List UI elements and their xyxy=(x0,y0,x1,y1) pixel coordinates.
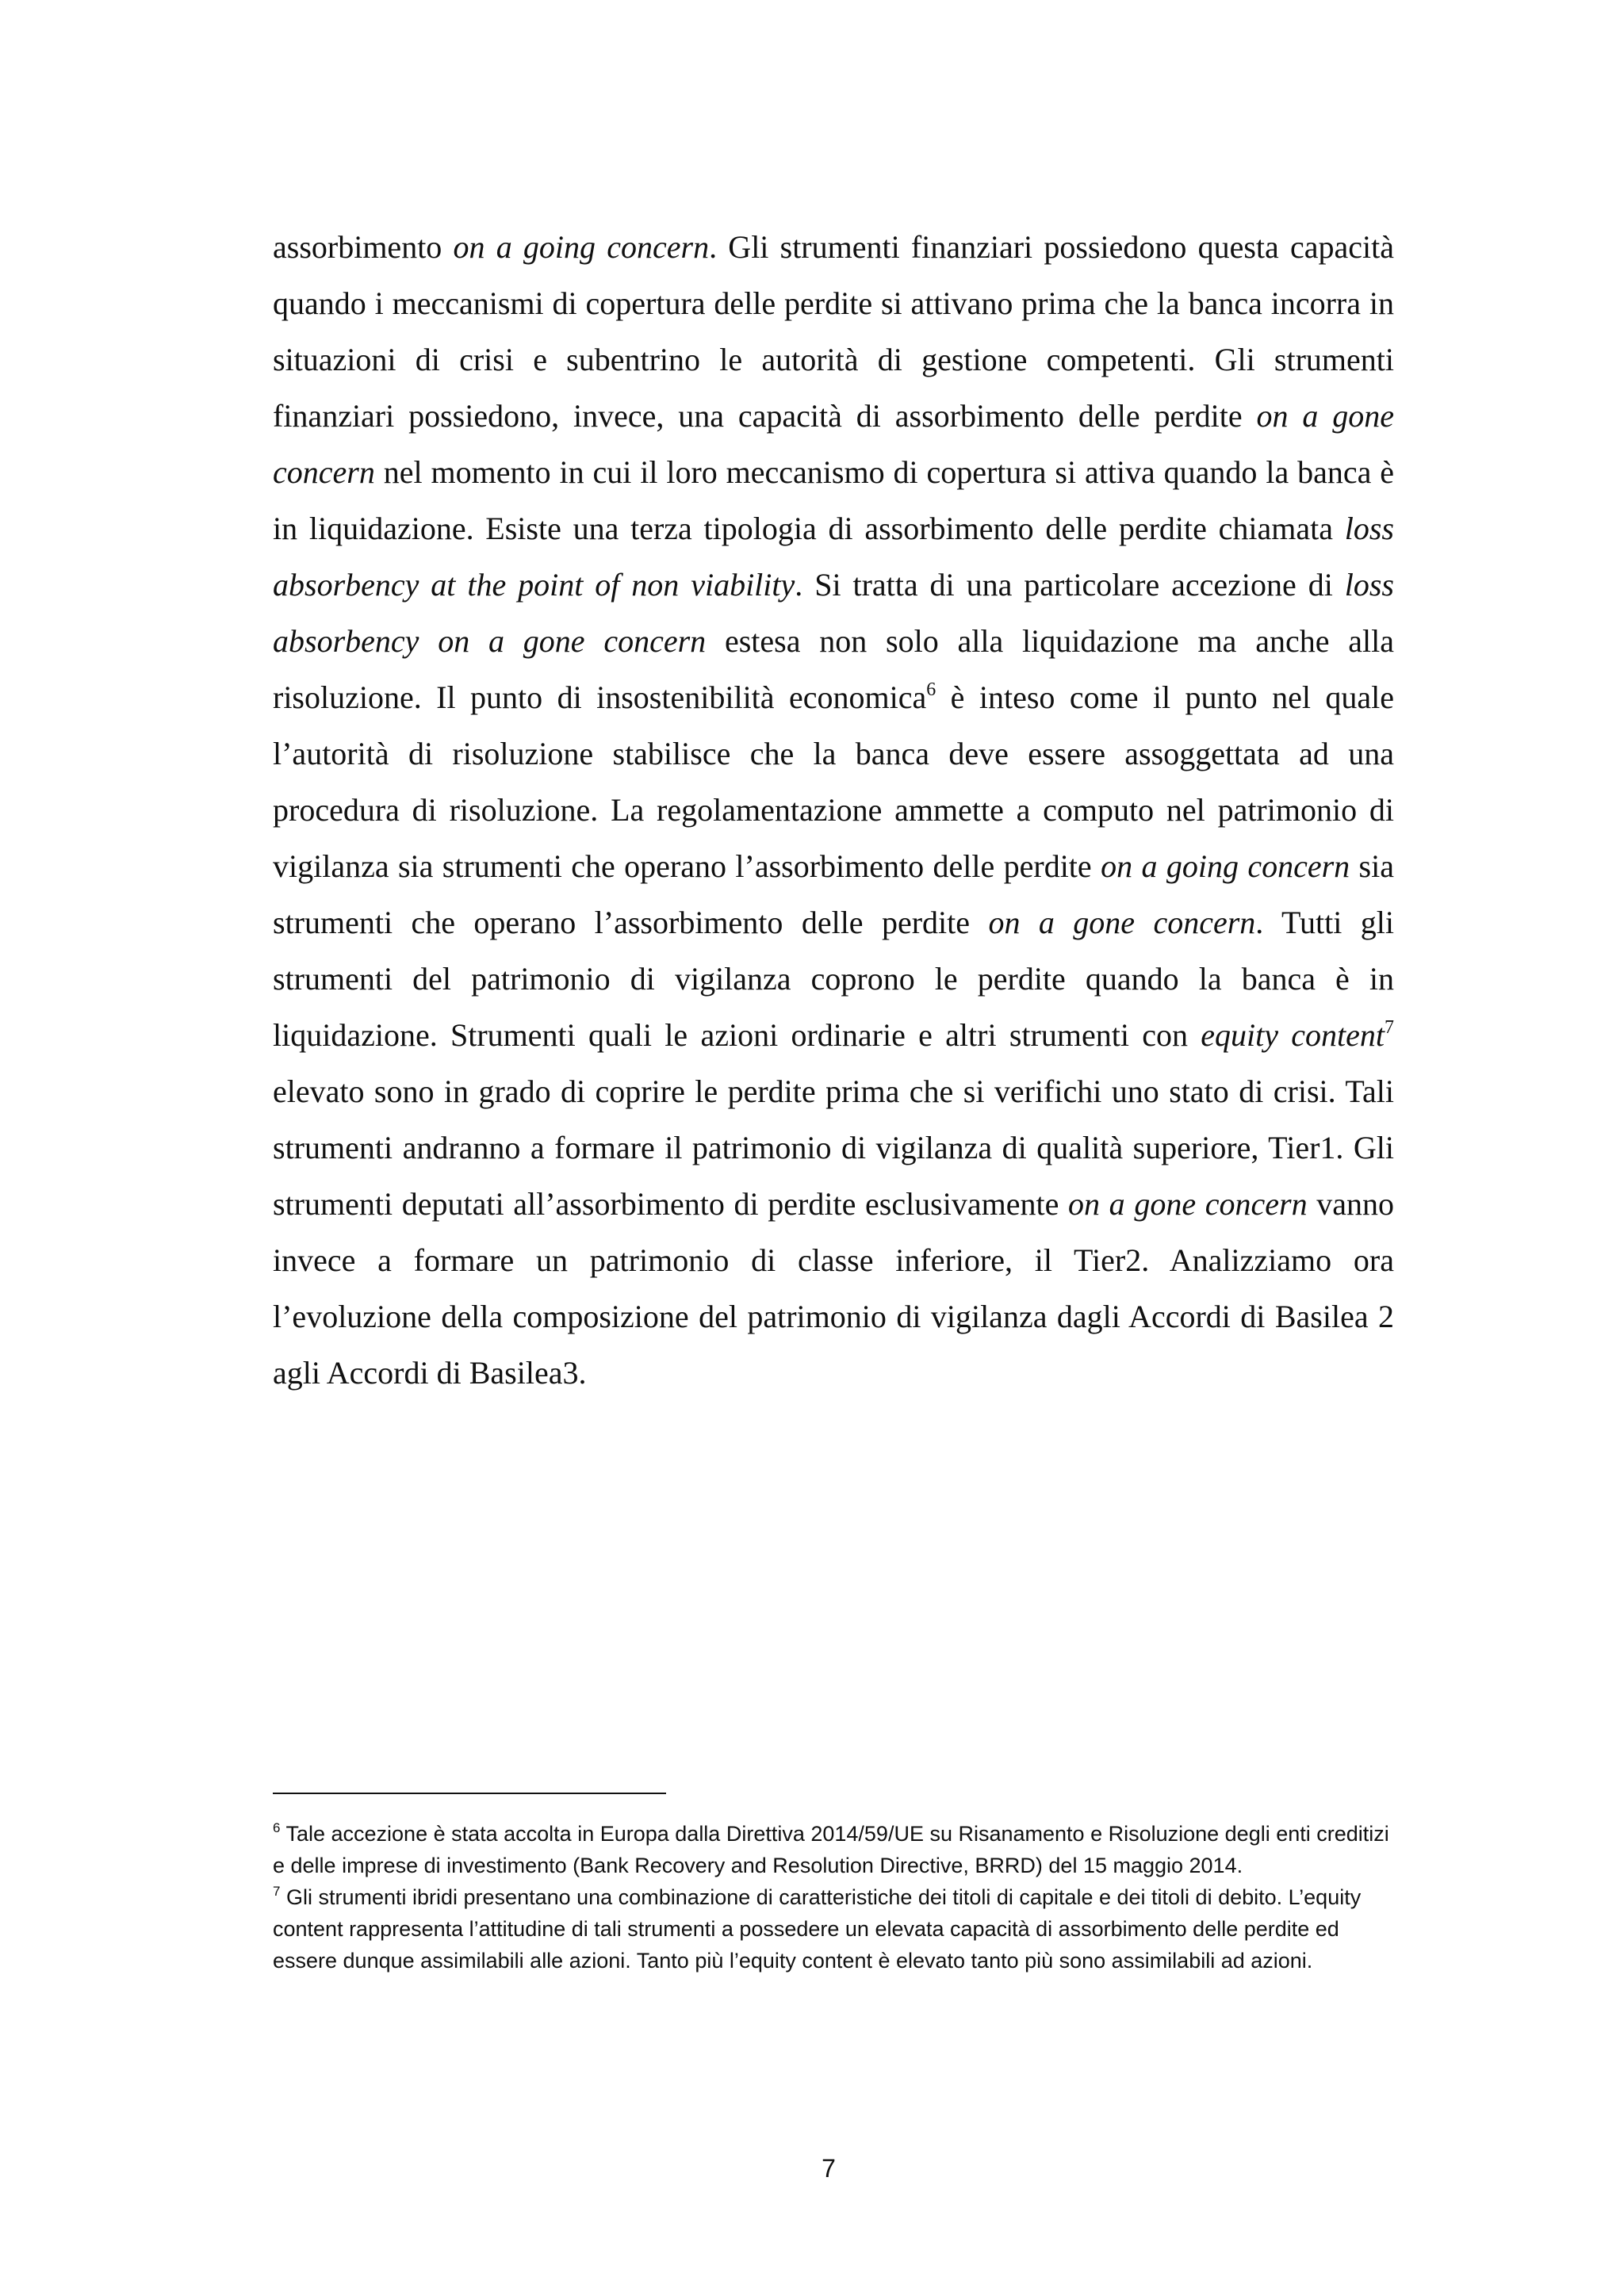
italic-term: on a gone concern xyxy=(988,905,1256,940)
footnote-number: 6 xyxy=(273,1820,281,1835)
footnote-text: Gli strumenti ibridi presentano una combinazione di caratteristiche dei titoli di capitale e dei titoli di debito. L’equity content rappresenta l’attitudine di tali strumenti a possedere un elevata capacità di assorbimento delle perdite ed essere dunque assimilabili alle azioni. Tanto più l’equity content è elevato tanto più sono assimilabili ad azioni. xyxy=(273,1885,1362,1973)
footnote-text: Tale accezione è stata accolta in Europa dalla Direttiva 2014/59/UE su Risanamento e Risoluzione degli enti creditizi e delle imprese di investimento (Bank Recovery and Resolution Directive, BRRD) del 15 maggio 2014. xyxy=(273,1822,1389,1877)
italic-term: on a gone concern xyxy=(1068,1186,1308,1222)
italic-term: on a going concern xyxy=(453,229,710,265)
footnote-7 xyxy=(273,1881,1394,1976)
text-run: . Si tratta di una particolare accezione di xyxy=(795,567,1345,603)
text-run: assorbimento xyxy=(273,229,454,265)
italic-term: on a gone concern xyxy=(273,398,1394,490)
text-run: vanno invece a formare un patrimonio di classe inferiore, il Tier2. Analizziamo ora l’evoluzione della composizione del patrimonio di vigilanza dagli Accordi di Basilea 2 agli Accordi di Basilea3. xyxy=(273,1186,1394,1391)
text-run: elevato sono in grado di coprire le perdite prima che si verifichi uno stato di crisi. Tali strumenti andranno a formare il patrimonio di vigilanza di qualità superiore, Tier1. Gli strumenti deputati all’assorbimento di perdite esclusivamente xyxy=(273,1073,1394,1222)
text-run: è inteso come il punto nel quale l’autorità di risoluzione stabilisce che la banca deve essere assoggettata ad una procedura di risoluzione. La regolamentazione ammette a computo nel patrimonio di vigilanza sia strumenti che operano l’assorbimento delle perdite xyxy=(273,679,1395,884)
body-paragraph xyxy=(273,219,1394,1401)
footnote-6 xyxy=(273,1818,1394,1881)
footnotes xyxy=(273,1818,1394,1976)
text-run: . Tutti gli strumenti del patrimonio di vigilanza coprono le perdite quando la banca è in liquidazione. Strumenti quali le azioni ordinarie e altri strumenti con xyxy=(273,905,1395,1053)
paragraph-text xyxy=(273,219,1394,1401)
italic-term: on a going concern xyxy=(1101,848,1350,884)
italic-term: loss absorbency on a gone concern xyxy=(273,567,1394,659)
text-run: estesa non solo alla liquidazione ma anche alla risoluzione. Il punto di insostenibilità economica xyxy=(273,623,1394,715)
italic-term: loss absorbency at the point of non viability xyxy=(273,511,1394,603)
page-number: 7 xyxy=(822,2154,836,2183)
footnote-number: 7 xyxy=(273,1884,281,1899)
text-run: . Gli strumenti finanziari possiedono questa capacità quando i meccanismi di copertura delle perdite si attivano prima che la banca incorra in situazioni di crisi e subentrino le autorità di gestione competenti. Gli strumenti finanziari possiedono, invece, una capacità di assorbimento delle perdite xyxy=(273,229,1394,434)
footnote-reference-7[interactable]: 7 xyxy=(1385,1017,1394,1038)
footnote-reference-6[interactable]: 6 xyxy=(926,679,936,700)
text-run: sia strumenti che operano l’assorbimento delle perdite xyxy=(273,848,1394,940)
italic-term: equity content xyxy=(1201,1017,1385,1053)
text-run: nel momento in cui il loro meccanismo di copertura si attiva quando la banca è in liquidazione. Esiste una terza tipologia di assorbimento delle perdite chiamata xyxy=(273,454,1394,546)
footnote-separator xyxy=(273,1793,666,1794)
